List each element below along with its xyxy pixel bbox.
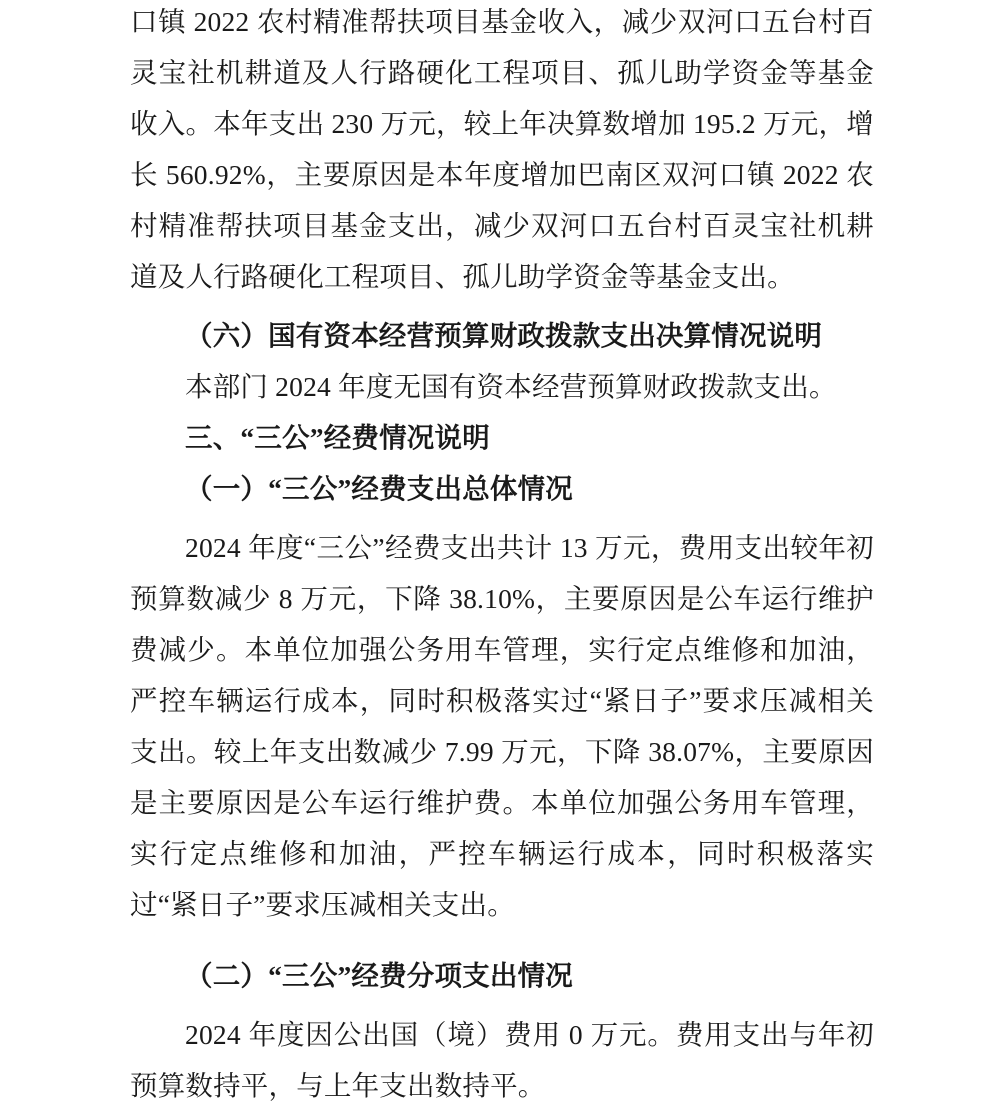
paragraph-overall-situation-body: 2024 年度“三公”经费支出共计 13 万元，费用支出较年初预算数减少 8 万元，下降 38.10%，主要原因是公车运行维护费减少。本单位加强公务用车管理，实行定点维修和加油，严控车辆运行成本，同时积极落实过“紧日子”要求压减相关支出。较上年支出数减少 7.99 万元，下降 38.07%，主要原因是主要原因是公车运行维护费。本单位加强公务用车管理，实行定点维修和加油，严控车辆运行成本，同时积极落实过“紧日子”要求压减相关支出。 bbox=[130, 532, 874, 920]
spacer bbox=[130, 1001, 874, 1009]
subheading-itemized-expenditure: （二）“三公”经费分项支出情况 bbox=[185, 960, 573, 991]
paragraph-itemized-expenditure-body: 2024 年度因公出国（境）费用 0 万元。费用支出与年初预算数持平，与上年支出数持平。 bbox=[130, 1019, 874, 1101]
paragraph-fund-income-continued: 口镇 2022 农村精准帮扶项目基金收入，减少双河口五台村百灵宝社机耕道及人行路硬化工程项目、孤儿助学资金等基金收入。本年支出 230 万元，较上年决算数增加 195.2 万元，增长 560.92%，主要原因是本年度增加巴南区双河口镇 2022 农村精准帮扶项目基金支出，减少双河口五台村百灵宝社机耕道及人行路硬化工程项目、孤儿助学资金等基金支出。 bbox=[130, 6, 874, 292]
spacer bbox=[130, 514, 874, 522]
spacer bbox=[130, 930, 874, 950]
heading-section-three: 三、“三公”经费情况说明 bbox=[185, 422, 490, 453]
spacer bbox=[130, 302, 874, 310]
paragraph-section-six-body: 本部门 2024 年度无国有资本经营预算财政拨款支出。 bbox=[185, 371, 837, 402]
heading-section-six: （六）国有资本经营预算财政拨款支出决算情况说明 bbox=[185, 320, 823, 351]
subheading-overall-situation: （一）“三公”经费支出总体情况 bbox=[185, 473, 573, 504]
